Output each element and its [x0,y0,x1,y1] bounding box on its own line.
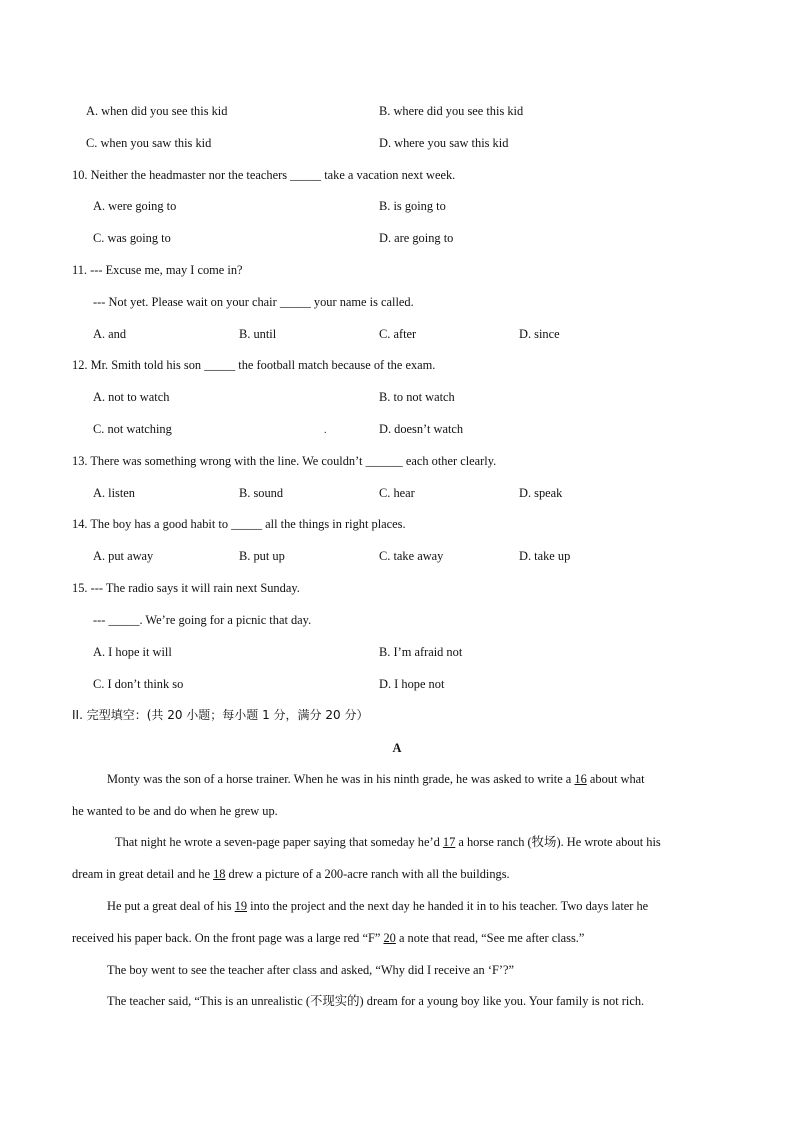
q11-option-a: A. and [93,327,127,341]
q14-stem: 14. The boy has a good habit to _____ all the things in right places. [72,517,406,531]
q15-option-d: D. I hope not [379,677,445,691]
q11-option-d: D. since [519,327,560,341]
q13-option-d: D. speak [519,486,563,500]
blank-18: 18 [213,867,226,881]
q10-option-a: A. were going to [93,199,177,213]
passage-paragraph-1-line-2: he wanted to be and do when he grew up. [72,804,278,818]
q12-option-c: C. not watching [93,422,172,436]
q9-option-b: B. where did you see this kid [379,104,524,118]
passage-paragraph-2-line-2: dream in great detail and he 18 drew a picture of a 200-acre ranch with all the buildings. [72,867,510,881]
q11-stem-1: 11. --- Excuse me, may I come in? [72,263,243,277]
q9-option-c: C. when you saw this kid [86,136,212,150]
q10-stem: 10. Neither the headmaster nor the teachers _____ take a vacation next week. [72,168,456,182]
q12-option-b: B. to not watch [379,390,455,404]
q13-stem: 13. There was something wrong with the line. We couldn’t ______ each other clearly. [72,454,497,468]
q10-option-c: C. was going to [93,231,171,245]
q9-option-d: D. where you saw this kid [379,136,509,150]
q11-stem-2: --- Not yet. Please wait on your chair _____ your name is called. [93,295,414,309]
q11-option-b: B. until [239,327,277,341]
q9-option-a: A. when did you see this kid [86,104,228,118]
q13-option-b: B. sound [239,486,284,500]
passage-paragraph-3-line-2: received his paper back. On the front page was a large red “F” 20 a note that read, “See me after class.” [72,931,585,945]
passage-paragraph-1-line-1: Monty was the son of a horse trainer. When he was in his ninth grade, he was asked to write a 16 about what [107,772,645,786]
passage-paragraph-5: The teacher said, “This is an unrealistic (不现实的) dream for a young boy like you. Your family is not rich. [107,994,645,1008]
q15-option-a: A. I hope it will [93,645,172,659]
passage-paragraph-3-line-1: He put a great deal of his 19 into the project and the next day he handed it in to his teacher. Two days later he [107,899,649,913]
blank-20: 20 [383,931,396,945]
q15-stem-2: --- _____. We’re going for a picnic that day. [93,613,312,627]
q15-stem-1: 15. --- The radio says it will rain next Sunday. [72,581,300,595]
q15-option-c: C. I don’t think so [93,677,184,691]
passage-label: A [392,741,402,755]
q14-option-a: A. put away [93,549,154,563]
passage-paragraph-4: The boy went to see the teacher after class and asked, “Why did I receive an ‘F’?” [107,963,514,977]
q12-option-d: D. doesn’t watch [379,422,464,436]
q13-option-a: A. listen [93,486,135,500]
q14-option-d: D. take up [519,549,571,563]
q12-stem: 12. Mr. Smith told his son _____ the football match because of the exam. [72,358,436,372]
q13-option-c: C. hear [379,486,415,500]
q12-option-a: A. not to watch [93,390,170,404]
q10-option-d: D. are going to [379,231,454,245]
q11-option-c: C. after [379,327,417,341]
blank-19: 19 [234,899,248,913]
q14-option-b: B. put up [239,549,285,563]
stray-dot: . [324,425,327,436]
q14-option-c: C. take away [379,549,444,563]
passage-paragraph-2-line-1: That night he wrote a seven-page paper saying that someday he’d 17 a horse ranch (牧场). He wrote about his [115,835,661,849]
blank-17: 17 [442,835,456,849]
q10-option-b: B. is going to [379,199,446,213]
q15-option-b: B. I’m afraid not [379,645,463,659]
blank-16: 16 [574,772,587,786]
section-heading: II. 完型填空：(共 20 小题；每小题 1 分，满分 20 分） [72,708,369,722]
